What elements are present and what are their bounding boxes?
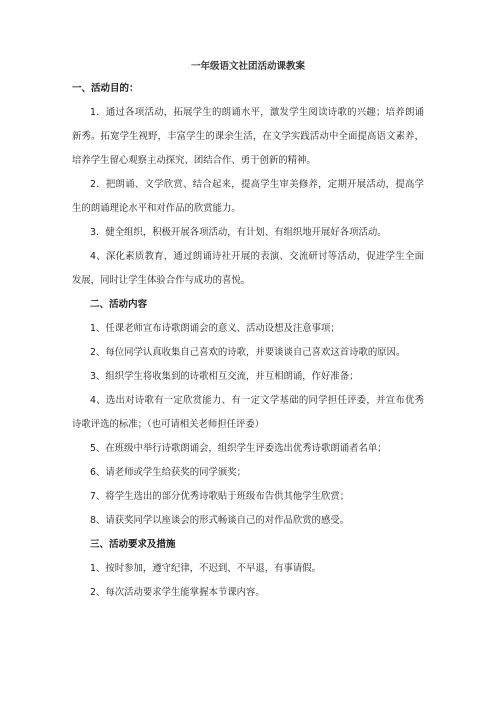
paragraph: 8、请获奖同学以座谈会的形式畅谈自己的对作品欣赏的感受。 (90, 515, 350, 526)
paragraph: 3．健全组织，积极开展各项活动，有计划、有组织地开展好各项活动。 (90, 227, 387, 238)
paragraph: 6、请老师或学生给获奖的同学颁奖； (90, 467, 246, 478)
paragraph: 5、在班级中举行诗歌朗诵会，组织学生评委选出优秀诗歌朗诵者名单； (90, 443, 387, 454)
section-heading: 三、活动要求及措施 (90, 539, 176, 550)
document-body (72, 77, 424, 605)
paragraph: 1、按时参加，遵守纪律，不迟到、不早退，有事请假。 (90, 563, 321, 574)
section-heading: 二、活动内容 (90, 299, 148, 310)
paragraph: 4、选出对诗歌有一定欣赏能力、有一定文学基础的同学担任评委，并宣布优秀诗歌评选的标准；（也可请相关老师担任评委） (72, 395, 424, 430)
paragraph: 3、组织学生将收集到的诗歌相互交流，并互相朗诵，作好准备； (90, 371, 359, 382)
paragraph: 1．通过各项活动，拓展学生的朗诵水平，激发学生阅读诗歌的兴趣；培养朗诵新秀。拓宽学生视野，丰富学生的课余生活，在文学实践活动中全面提高语文素养，培养学生留心观察主动探究、团结合作、勇于创新的精神。 (72, 107, 424, 166)
section-purpose (72, 77, 424, 293)
paragraph: 1、任课老师宣布诗歌朗诵会的意义、活动设想及注意事项； (90, 323, 340, 334)
paragraph: 7、将学生选出的部分优秀诗歌贴于班级布告供其他学生欣赏； (90, 491, 350, 502)
paragraph: 2、每位同学认真收集自己喜欢的诗歌，并要谈谈自己喜欢这首诗歌的原因。 (90, 347, 406, 358)
section-requirements (72, 533, 424, 605)
paragraph: 4、深化素质教育，通过朗诵诗社开展的表演、交流研讨等活动，促进学生全面发展，同时让学生体验合作与成功的喜悦。 (72, 251, 424, 286)
paragraph: 2、每次活动要求学生能掌握本节课内容。 (90, 587, 265, 598)
paragraph: 2．把朗诵、文学欣赏、结合起来，提高学生审美修养，定期开展活动，提高学生的朗诵理论水平和对作品的欣赏能力。 (72, 179, 424, 214)
section-heading: 一、活动目的： (72, 83, 139, 94)
section-content (72, 293, 424, 533)
document-title: 一年级语文社团活动课教案 (190, 61, 305, 72)
